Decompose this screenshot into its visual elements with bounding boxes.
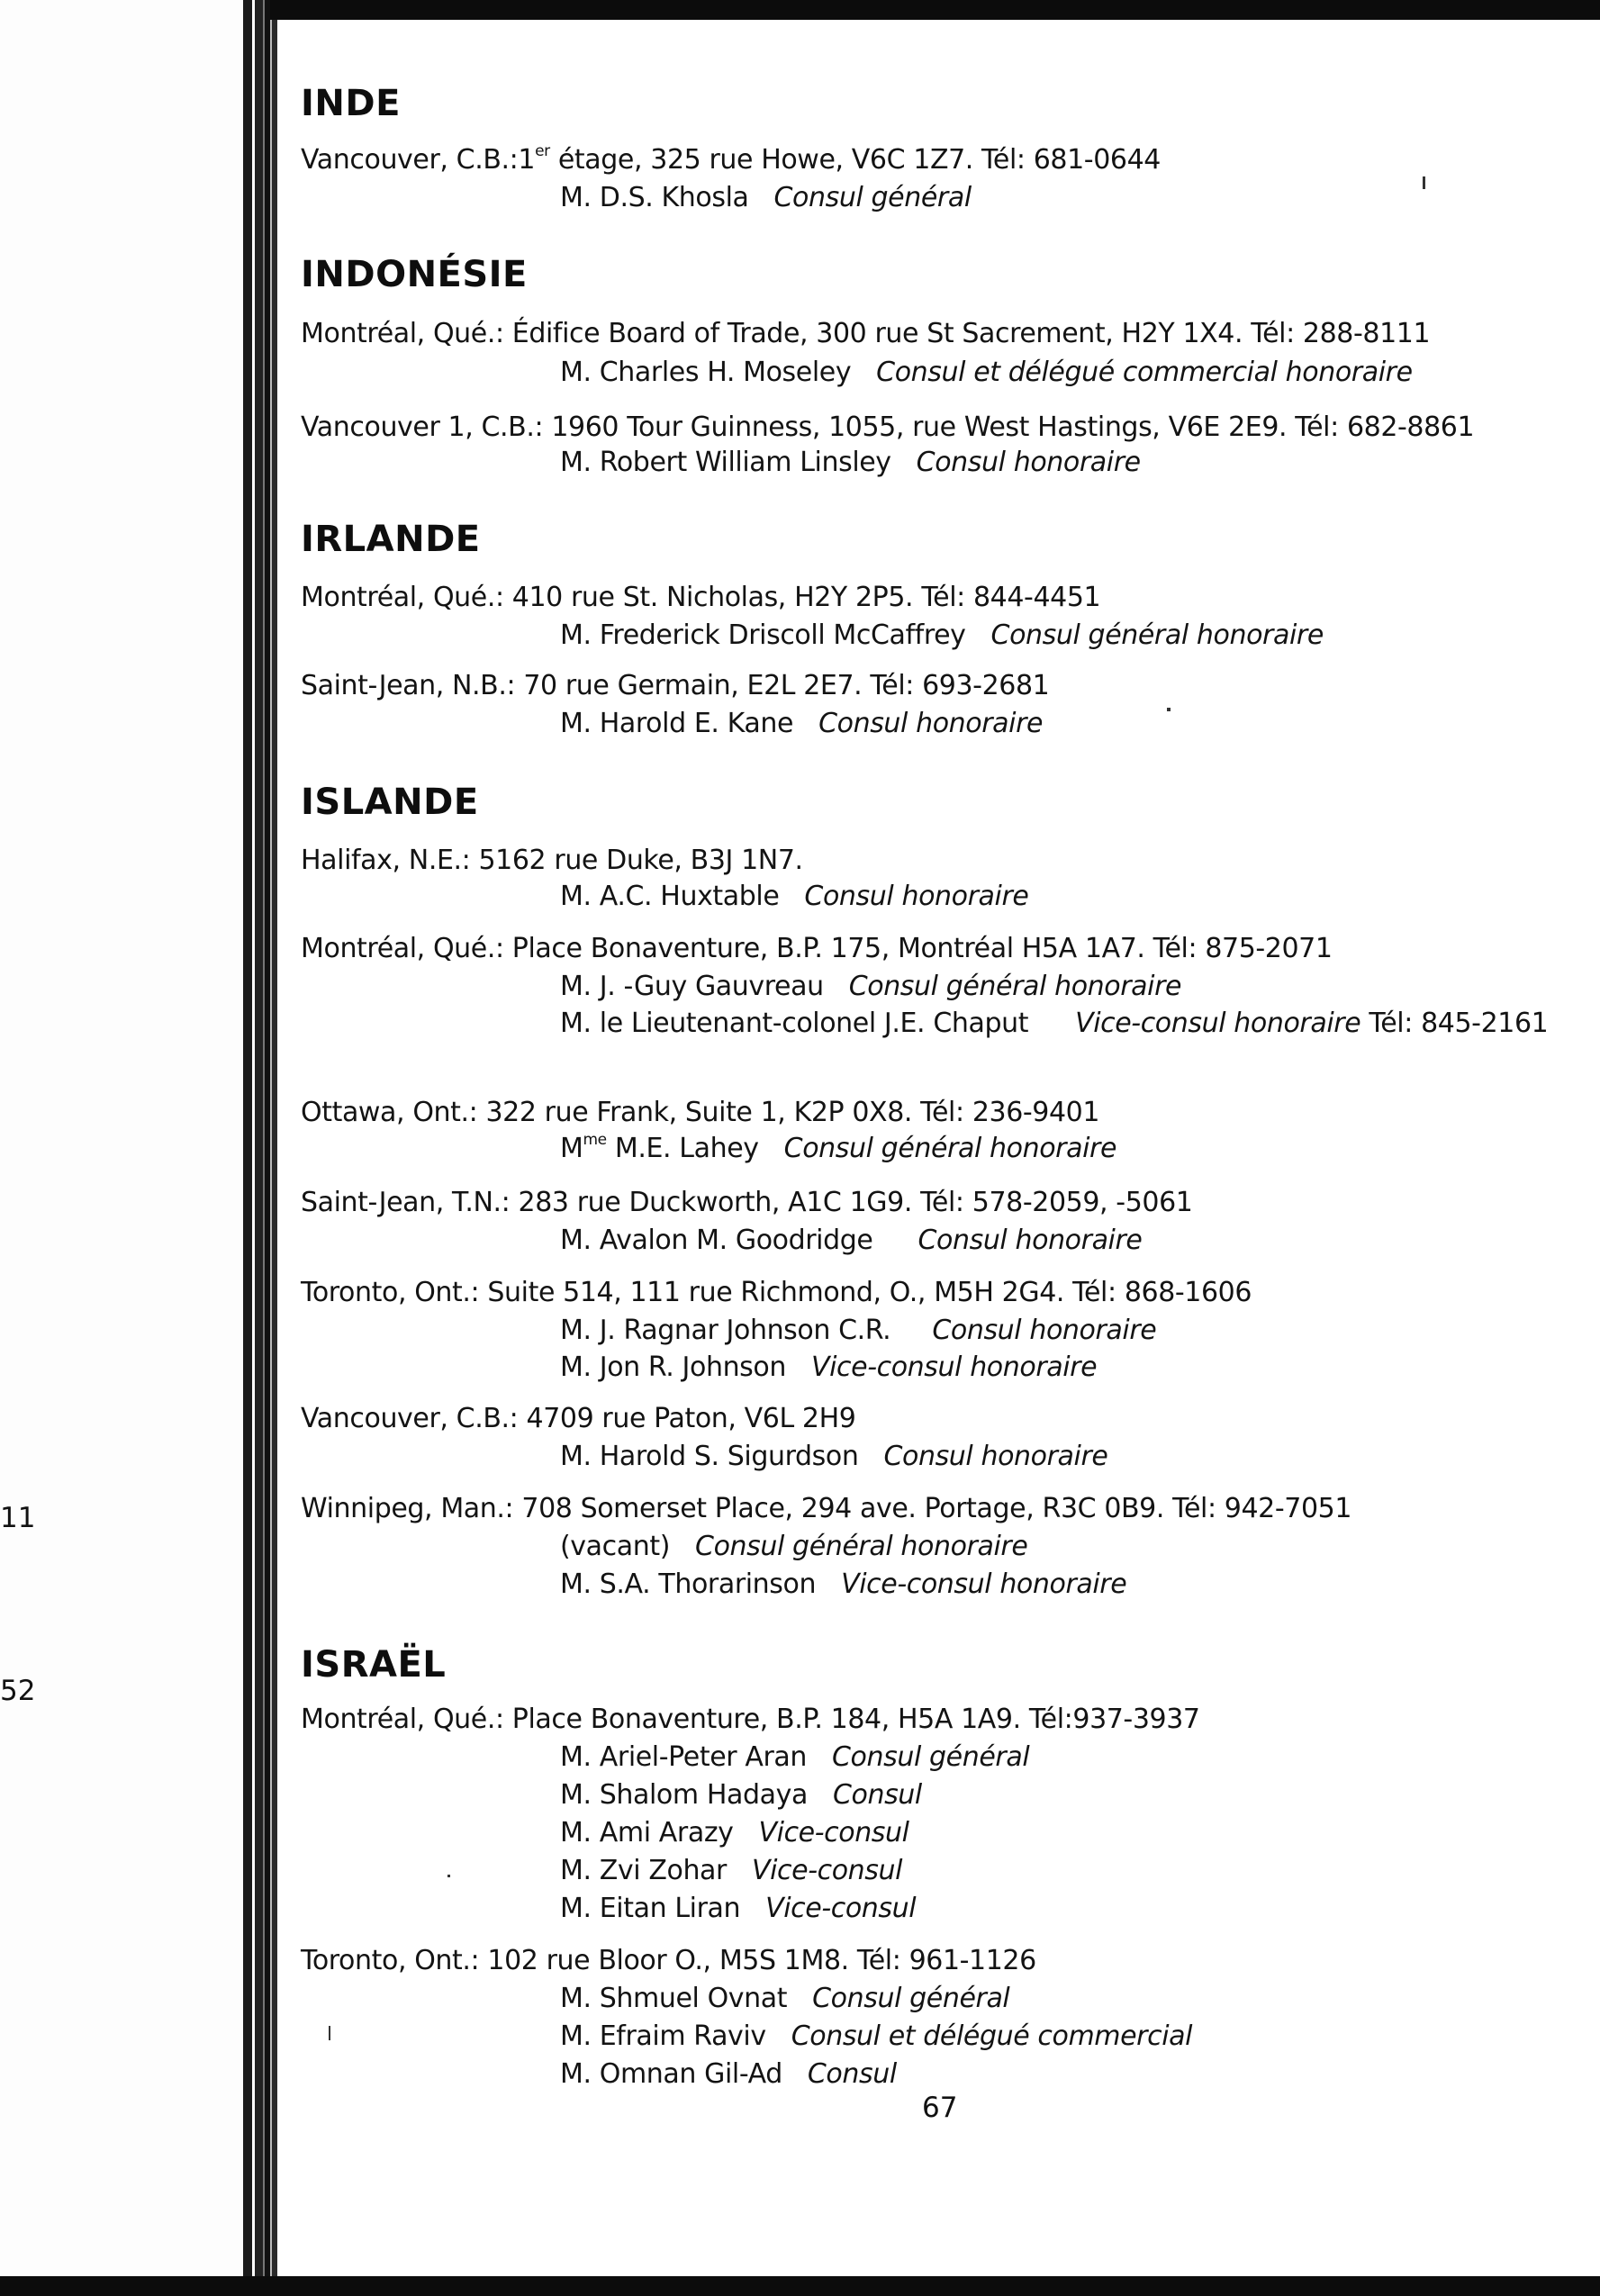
consulate-address: Toronto, Ont.: 102 rue Bloor O., M5S 1M8. Tél: 961-1126 [301, 1945, 1036, 1976]
consul-entry [560, 2058, 897, 2090]
consul-title: Vice-consul [751, 1855, 903, 1886]
consul-title: Consul [832, 1779, 922, 1811]
consul-name: M. Jon R. Johnson [560, 1351, 786, 1383]
consul-name: M. Omnan Gil-Ad [560, 2058, 782, 2090]
consul-entry [560, 182, 972, 213]
consul-name: M. le Lieutenant-colonel J.E. Chaput [560, 1008, 1029, 1039]
country-heading: ISRAËL [301, 1644, 447, 1686]
consul-phone: Tél: 845-2161 [1369, 1008, 1549, 1039]
consul-entry [560, 1531, 1027, 1562]
consul-name: M. Avalon M. Goodridge [560, 1225, 873, 1256]
consul-title: Consul général [773, 182, 972, 213]
consul-title: Consul général honoraire [990, 619, 1324, 651]
consul-name: $M^{me}$ M.E. Lahey [560, 1131, 759, 1164]
consul-title: Vice-consul honoraire [1075, 1008, 1361, 1039]
consul-name: M. Robert William Linsley [560, 447, 891, 478]
consul-title: Consul et délégué commercial honoraire [876, 357, 1413, 388]
country-heading: IRLANDE [301, 519, 481, 560]
scan-border-bottom [0, 2276, 1600, 2296]
consul-entry [560, 1817, 909, 1849]
consul-title: Vice-consul honoraire [810, 1351, 1098, 1383]
consul-name: M. Eitan Liran [560, 1893, 741, 1924]
margin-number: 11 [0, 1502, 36, 1534]
scan-speck [1167, 708, 1171, 711]
consul-title: Consul général honoraire [848, 971, 1182, 1002]
consul-name: M. Frederick Driscoll McCaffrey [560, 619, 966, 651]
consul-title: Consul général [812, 1983, 1010, 2014]
consul-name: M. Ariel-Peter Aran [560, 1741, 807, 1773]
consulate-address: Saint-Jean, N.B.: 70 rue Germain, E2L 2E7. Tél: 693-2681 [301, 670, 1050, 701]
scan-speck [1423, 176, 1425, 189]
consul-name: M. Zvi Zohar [560, 1855, 727, 1886]
consulate-address: Vancouver 1, C.B.: 1960 Tour Guinness, 1055, rue West Hastings, V6E 2E9. Tél: 682-8861 [301, 411, 1475, 443]
consul-entry [560, 1568, 1126, 1600]
consul-entry [560, 1741, 1029, 1773]
consul-name: M. Efraim Raviv [560, 2020, 766, 2052]
consul-title: Vice-consul [758, 1817, 909, 1849]
consul-entry [560, 1855, 902, 1886]
consul-title: Consul général honoraire [695, 1531, 1028, 1562]
consul-name: M. S.A. Thorarinson [560, 1568, 817, 1600]
consul-name: M. A.C. Huxtable [560, 881, 780, 912]
consul-entry [560, 447, 1141, 478]
consulate-address: Vancouver, C.B.: 4709 rue Paton, V6L 2H9 [301, 1403, 856, 1434]
consulate-address: Winnipeg, Man.: 708 Somerset Place, 294 ave. Portage, R3C 0B9. Tél: 942-7051 [301, 1493, 1352, 1524]
consulate-address: Saint-Jean, T.N.: 283 rue Duckworth, A1C 1G9. Tél: 578-2059, -5061 [301, 1187, 1193, 1218]
consul-entry [560, 619, 1324, 651]
consul-title: Vice-consul [765, 1893, 917, 1924]
consul-entry [560, 708, 1043, 739]
consulate-address: Montréal, Qué.: Place Bonaventure, B.P. 184, H5A 1A9. Tél:937-3937 [301, 1704, 1200, 1735]
consul-title: Consul [807, 2058, 897, 2090]
country-heading: INDONÉSIE [301, 254, 528, 295]
consul-name: M. Harold S. Sigurdson [560, 1441, 859, 1472]
consul-title: Consul et délégué commercial [791, 2020, 1193, 2052]
consulate-address: Vancouver, C.B.:1er étage, 325 rue Howe, V6C 1Z7. Tél: 681-0644 [301, 142, 1161, 176]
consul-title: Vice-consul honoraire [841, 1568, 1127, 1600]
consul-title: Consul honoraire [918, 1225, 1143, 1256]
consul-entry [560, 1008, 1548, 1039]
consulate-address: Montréal, Qué.: Édifice Board of Trade, 300 rue St Sacrement, H2Y 1X4. Tél: 288-8111 [301, 318, 1431, 349]
consul-name: M. J. -Guy Gauvreau [560, 971, 824, 1002]
consul-name: M. Harold E. Kane [560, 708, 794, 739]
consulate-address: Montréal, Qué.: Place Bonaventure, B.P. 175, Montréal H5A 1A7. Tél: 875-2071 [301, 933, 1333, 964]
consulate-address: Halifax, N.E.: 5162 rue Duke, B3J 1N7. [301, 845, 803, 876]
consul-entry [560, 1225, 1142, 1256]
country-heading: ISLANDE [301, 782, 479, 823]
consul-entry [560, 1133, 1116, 1164]
page-number: 67 [922, 2092, 958, 2124]
country-heading: INDE [301, 83, 401, 124]
consul-title: Consul général honoraire [783, 1133, 1117, 1164]
consulate-address: Ottawa, Ont.: 322 rue Frank, Suite 1, K2P 0X8. Tél: 236-9401 [301, 1097, 1100, 1128]
consul-entry [560, 1983, 1009, 2014]
consul-entry [560, 1315, 1156, 1346]
consul-entry [560, 357, 1413, 388]
consulate-address: Toronto, Ont.: Suite 514, 111 rue Richmond, O., M5H 2G4. Tél: 868-1606 [301, 1277, 1252, 1308]
scan-speck [329, 2026, 330, 2040]
consul-name: M. Shmuel Ovnat [560, 1983, 788, 2014]
consul-entry [560, 1779, 922, 1811]
consul-title: Consul honoraire [916, 447, 1141, 478]
consul-name: M. D.S. Khosla [560, 182, 749, 213]
consul-title: Consul honoraire [883, 1441, 1108, 1472]
consul-name: (vacant) [560, 1531, 671, 1562]
consul-title: Consul honoraire [818, 708, 1044, 739]
margin-number: 52 [0, 1675, 36, 1707]
scan-speck [447, 1875, 450, 1877]
consul-entry [560, 2020, 1192, 2052]
consul-name: M. Charles H. Moseley [560, 357, 852, 388]
consulate-address: Montréal, Qué.: 410 rue St. Nicholas, H2Y 2P5. Tél: 844-4451 [301, 582, 1101, 613]
consul-title: Consul général [832, 1741, 1030, 1773]
consul-title: Consul honoraire [932, 1315, 1157, 1346]
consul-entry [560, 881, 1028, 912]
consul-entry [560, 1893, 916, 1924]
consul-entry [560, 971, 1181, 1002]
consul-name: M. Ami Arazy [560, 1817, 734, 1849]
consul-entry [560, 1441, 1107, 1472]
consul-entry [560, 1351, 1097, 1383]
consul-title: Consul honoraire [804, 881, 1029, 912]
consul-name: M. J. Ragnar Johnson C.R. [560, 1315, 891, 1346]
consul-name: M. Shalom Hadaya [560, 1779, 808, 1811]
